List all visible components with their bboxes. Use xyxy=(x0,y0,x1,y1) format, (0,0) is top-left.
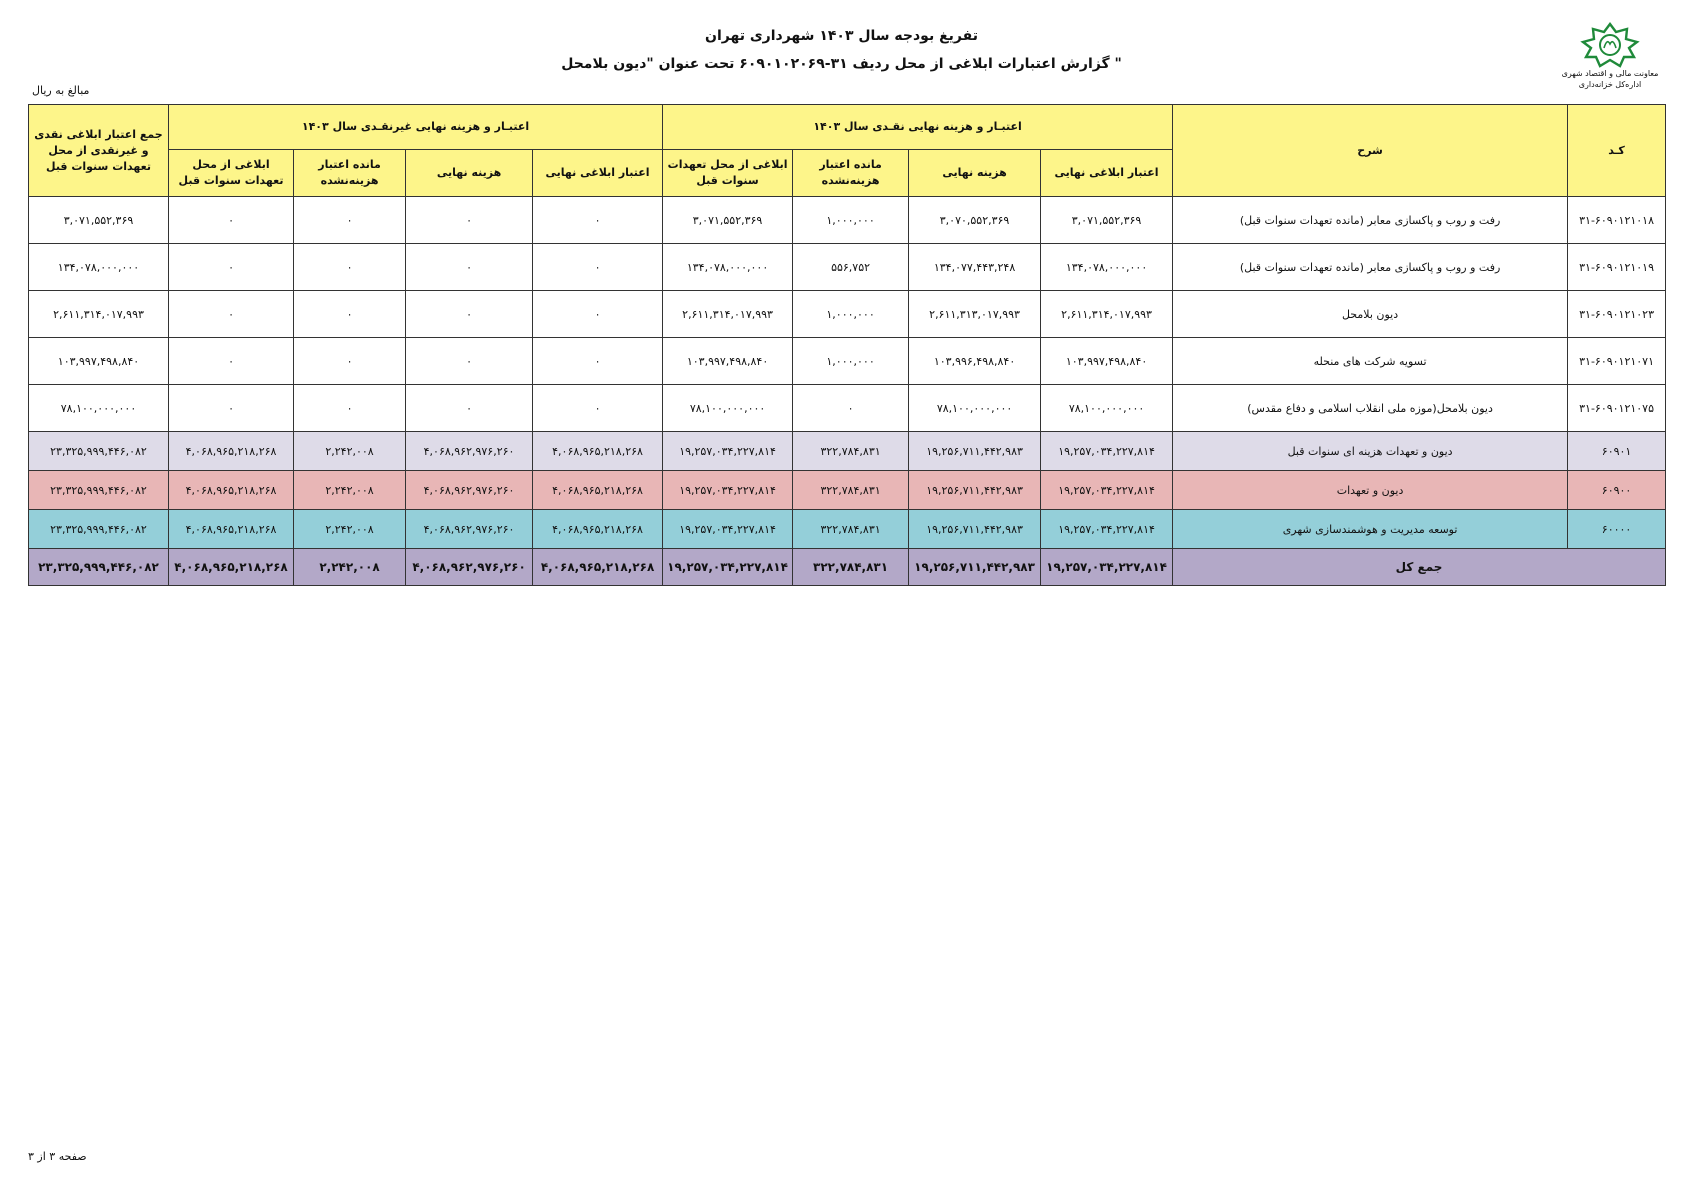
cell-cash-remaining: ۰ xyxy=(793,385,909,432)
cell-cash-prior: ۱۳۴,۰۷۸,۰۰۰,۰۰۰ xyxy=(663,244,793,291)
col-total: جمع اعتبار ابلاغی نقدی و غیرنقدی از محل تعهدات سنوات قبل xyxy=(29,105,169,197)
table-row xyxy=(29,338,1666,385)
cell-cash-final-credit: ۳,۰۷۱,۵۵۲,۳۶۹ xyxy=(1041,197,1173,244)
cell-noncash-remaining: ۰ xyxy=(294,291,406,338)
cell-noncash-final-credit: ۰ xyxy=(533,338,663,385)
cell-cash-final-expense: ۲,۶۱۱,۳۱۳,۰۱۷,۹۹۳ xyxy=(909,291,1041,338)
cell-total: ۲۳,۳۲۵,۹۹۹,۴۴۶,۰۸۲ xyxy=(29,549,169,586)
cell-total: ۱۰۳,۹۹۷,۴۹۸,۸۴۰ xyxy=(29,338,169,385)
cell-cash-remaining: ۳۲۲,۷۸۴,۸۳۱ xyxy=(793,510,909,549)
cell-code: ۶۰۹۰۱ xyxy=(1568,432,1666,471)
cell-noncash-final-credit: ۴,۰۶۸,۹۶۵,۲۱۸,۲۶۸ xyxy=(533,549,663,586)
cell-code: ۳۱-۶۰۹۰۱۲۱۰۱۹ xyxy=(1568,244,1666,291)
cell-noncash-prior: ۴,۰۶۸,۹۶۵,۲۱۸,۲۶۸ xyxy=(169,510,294,549)
cell-noncash-final-expense: ۴,۰۶۸,۹۶۲,۹۷۶,۲۶۰ xyxy=(406,471,533,510)
cell-total: ۲,۶۱۱,۳۱۴,۰۱۷,۹۹۳ xyxy=(29,291,169,338)
cell-total: ۲۳,۳۲۵,۹۹۹,۴۴۶,۰۸۲ xyxy=(29,432,169,471)
col-cash-prior-commitments: ابلاغی از محل تعهدات سنوات قبل xyxy=(663,150,793,197)
cell-cash-prior: ۱۹,۲۵۷,۰۳۴,۲۲۷,۸۱۴ xyxy=(663,549,793,586)
cell-noncash-final-expense: ۴,۰۶۸,۹۶۲,۹۷۶,۲۶۰ xyxy=(406,510,533,549)
col-cash-remaining: مانده اعتبار هزینه‌نشده xyxy=(793,150,909,197)
col-noncash-final-credit: اعتبار ابلاغی نهایی xyxy=(533,150,663,197)
cell-noncash-final-credit: ۰ xyxy=(533,244,663,291)
cell-noncash-prior: ۴,۰۶۸,۹۶۵,۲۱۸,۲۶۸ xyxy=(169,471,294,510)
cell-cash-remaining: ۳۲۲,۷۸۴,۸۳۱ xyxy=(793,432,909,471)
cell-noncash-final-credit: ۴,۰۶۸,۹۶۵,۲۱۸,۲۶۸ xyxy=(533,471,663,510)
cell-noncash-remaining: ۰ xyxy=(294,338,406,385)
cell-noncash-remaining: ۲,۲۴۲,۰۰۸ xyxy=(294,432,406,471)
cell-code: ۶۰۹۰۰ xyxy=(1568,471,1666,510)
cell-desc: توسعه مدیریت و هوشمندسازی شهری xyxy=(1173,510,1568,549)
cell-noncash-remaining: ۰ xyxy=(294,244,406,291)
cell-cash-remaining: ۳۲۲,۷۸۴,۸۳۱ xyxy=(793,549,909,586)
cell-noncash-remaining: ۲,۲۴۲,۰۰۸ xyxy=(294,510,406,549)
cell-noncash-remaining: ۰ xyxy=(294,197,406,244)
cell-noncash-final-expense: ۴,۰۶۸,۹۶۲,۹۷۶,۲۶۰ xyxy=(406,549,533,586)
cell-total: ۷۸,۱۰۰,۰۰۰,۰۰۰ xyxy=(29,385,169,432)
cell-cash-prior: ۳,۰۷۱,۵۵۲,۳۶۹ xyxy=(663,197,793,244)
cell-desc: رفت و روب و پاکسازی معابر (مانده تعهدات سنوات قبل) xyxy=(1173,197,1568,244)
cell-desc: دیون و تعهدات xyxy=(1173,471,1568,510)
cell-cash-final-credit: ۱۹,۲۵۷,۰۳۴,۲۲۷,۸۱۴ xyxy=(1041,471,1173,510)
cell-total: ۱۳۴,۰۷۸,۰۰۰,۰۰۰ xyxy=(29,244,169,291)
tehran-municipality-emblem-icon xyxy=(1571,22,1649,68)
cell-code: ۳۱-۶۰۹۰۱۲۱۰۱۸ xyxy=(1568,197,1666,244)
cell-noncash-final-expense: ۰ xyxy=(406,291,533,338)
cell-code: ۶۰۰۰۰ xyxy=(1568,510,1666,549)
col-noncash-remaining: مانده اعتبار هزینه‌نشده xyxy=(294,150,406,197)
cell-noncash-prior: ۰ xyxy=(169,291,294,338)
cell-cash-final-expense: ۱۹,۲۵۶,۷۱۱,۴۴۲,۹۸۳ xyxy=(909,549,1041,586)
cell-cash-final-expense: ۱۹,۲۵۶,۷۱۱,۴۴۲,۹۸۳ xyxy=(909,510,1041,549)
col-desc: شرح xyxy=(1173,105,1568,197)
cell-noncash-final-credit: ۰ xyxy=(533,197,663,244)
subtotal-row xyxy=(29,510,1666,549)
cell-cash-final-credit: ۱۹,۲۵۷,۰۳۴,۲۲۷,۸۱۴ xyxy=(1041,432,1173,471)
cell-noncash-remaining: ۰ xyxy=(294,385,406,432)
cell-cash-final-expense: ۳,۰۷۰,۵۵۲,۳۶۹ xyxy=(909,197,1041,244)
cell-cash-prior: ۱۹,۲۵۷,۰۳۴,۲۲۷,۸۱۴ xyxy=(663,471,793,510)
group-cash: اعتبـار و هزینه نهایی نقـدی سال ۱۴۰۳ xyxy=(663,105,1173,150)
cell-cash-final-expense: ۱۹,۲۵۶,۷۱۱,۴۴۲,۹۸۳ xyxy=(909,432,1041,471)
col-code: کـد xyxy=(1568,105,1666,197)
cell-noncash-prior: ۴,۰۶۸,۹۶۵,۲۱۸,۲۶۸ xyxy=(169,549,294,586)
cell-noncash-prior: ۴,۰۶۸,۹۶۵,۲۱۸,۲۶۸ xyxy=(169,432,294,471)
cell-cash-prior: ۲,۶۱۱,۳۱۴,۰۱۷,۹۹۳ xyxy=(663,291,793,338)
cell-noncash-final-credit: ۴,۰۶۸,۹۶۵,۲۱۸,۲۶۸ xyxy=(533,510,663,549)
cell-cash-final-credit: ۱۹,۲۵۷,۰۳۴,۲۲۷,۸۱۴ xyxy=(1041,510,1173,549)
cell-noncash-prior: ۰ xyxy=(169,338,294,385)
cell-noncash-prior: ۰ xyxy=(169,197,294,244)
cell-cash-final-credit: ۱۹,۲۵۷,۰۳۴,۲۲۷,۸۱۴ xyxy=(1041,549,1173,586)
cell-code: ۳۱-۶۰۹۰۱۲۱۰۷۱ xyxy=(1568,338,1666,385)
page-number: صفحه ۳ از ۳ xyxy=(28,1150,87,1163)
table-row xyxy=(29,197,1666,244)
cell-cash-prior: ۱۹,۲۵۷,۰۳۴,۲۲۷,۸۱۴ xyxy=(663,510,793,549)
cell-cash-final-credit: ۱۰۳,۹۹۷,۴۹۸,۸۴۰ xyxy=(1041,338,1173,385)
cell-cash-remaining: ۳۲۲,۷۸۴,۸۳۱ xyxy=(793,471,909,510)
cell-cash-final-credit: ۱۳۴,۰۷۸,۰۰۰,۰۰۰ xyxy=(1041,244,1173,291)
cell-total: ۲۳,۳۲۵,۹۹۹,۴۴۶,۰۸۲ xyxy=(29,471,169,510)
report-title: تفریغ بودجه سال ۱۴۰۳ شهرداری تهران xyxy=(705,28,978,44)
cell-noncash-prior: ۰ xyxy=(169,244,294,291)
table-row xyxy=(29,291,1666,338)
cell-noncash-final-credit: ۰ xyxy=(533,291,663,338)
cell-cash-final-expense: ۱۹,۲۵۶,۷۱۱,۴۴۲,۹۸۳ xyxy=(909,471,1041,510)
col-cash-final-expense: هزینه نهایی xyxy=(909,150,1041,197)
cell-noncash-final-expense: ۴,۰۶۸,۹۶۲,۹۷۶,۲۶۰ xyxy=(406,432,533,471)
cell-cash-remaining: ۱,۰۰۰,۰۰۰ xyxy=(793,197,909,244)
logo-caption-2: اداره‌کل خزانه‌داری xyxy=(1578,80,1642,89)
cell-noncash-final-expense: ۰ xyxy=(406,244,533,291)
cell-cash-remaining: ۱,۰۰۰,۰۰۰ xyxy=(793,291,909,338)
cell-cash-final-expense: ۱۳۴,۰۷۷,۴۴۳,۲۴۸ xyxy=(909,244,1041,291)
col-noncash-final-expense: هزینه نهایی xyxy=(406,150,533,197)
cell-code: ۳۱-۶۰۹۰۱۲۱۰۷۵ xyxy=(1568,385,1666,432)
logo-caption-1: معاونت مالی و اقتصاد شهری xyxy=(1561,69,1659,78)
table-row xyxy=(29,385,1666,432)
cell-noncash-remaining: ۲,۲۴۲,۰۰۸ xyxy=(294,471,406,510)
cell-cash-final-expense: ۷۸,۱۰۰,۰۰۰,۰۰۰ xyxy=(909,385,1041,432)
cell-desc: دیون و تعهدات هزینه ای سنوات قبل xyxy=(1173,432,1568,471)
col-cash-final-credit: اعتبار ابلاغی نهایی xyxy=(1041,150,1173,197)
cell-noncash-final-credit: ۴,۰۶۸,۹۶۵,۲۱۸,۲۶۸ xyxy=(533,432,663,471)
cell-noncash-remaining: ۲,۲۴۲,۰۰۸ xyxy=(294,549,406,586)
cell-desc: رفت و روب و پاکسازی معابر (مانده تعهدات سنوات قبل) xyxy=(1173,244,1568,291)
cell-cash-remaining: ۵۵۶,۷۵۲ xyxy=(793,244,909,291)
cell-cash-final-credit: ۲,۶۱۱,۳۱۴,۰۱۷,۹۹۳ xyxy=(1041,291,1173,338)
cell-total: ۳,۰۷۱,۵۵۲,۳۶۹ xyxy=(29,197,169,244)
grand-total-label: جمع کل xyxy=(1173,549,1666,586)
grand-total-row xyxy=(29,549,1666,586)
col-noncash-prior-commitments: ابلاغی از محل تعهدات سنوات قبل xyxy=(169,150,294,197)
cell-cash-final-credit: ۷۸,۱۰۰,۰۰۰,۰۰۰ xyxy=(1041,385,1173,432)
cell-noncash-final-credit: ۰ xyxy=(533,385,663,432)
cell-desc: دیون بلامحل xyxy=(1173,291,1568,338)
cell-cash-prior: ۱۹,۲۵۷,۰۳۴,۲۲۷,۸۱۴ xyxy=(663,432,793,471)
cell-code: ۳۱-۶۰۹۰۱۲۱۰۲۳ xyxy=(1568,291,1666,338)
cell-noncash-final-expense: ۰ xyxy=(406,385,533,432)
cell-cash-final-expense: ۱۰۳,۹۹۶,۴۹۸,۸۴۰ xyxy=(909,338,1041,385)
cell-noncash-final-expense: ۰ xyxy=(406,197,533,244)
report-subtitle: گزارش اعتبارات ابلاغی از محل ردیف ۳۱-۶۰۹۰۱۰۲۰۶۹ تحت عنوان "دیون بلامحل " xyxy=(561,56,1122,72)
group-noncash: اعتبـار و هزینه نهایی غیرنقـدی سال ۱۴۰۳ xyxy=(169,105,663,150)
cell-desc: دیون بلامحل(موزه ملی انقلاب اسلامی و دفاع مقدس) xyxy=(1173,385,1568,432)
cell-cash-remaining: ۱,۰۰۰,۰۰۰ xyxy=(793,338,909,385)
cell-noncash-final-expense: ۰ xyxy=(406,338,533,385)
budget-table xyxy=(28,104,1666,586)
subtotal-row xyxy=(29,432,1666,471)
cell-total: ۲۳,۳۲۵,۹۹۹,۴۴۶,۰۸۲ xyxy=(29,510,169,549)
table-row xyxy=(29,244,1666,291)
cell-desc: تسویه شرکت های منحله xyxy=(1173,338,1568,385)
cell-cash-prior: ۱۰۳,۹۹۷,۴۹۸,۸۴۰ xyxy=(663,338,793,385)
cell-noncash-prior: ۰ xyxy=(169,385,294,432)
subtotal-row xyxy=(29,471,1666,510)
unit-note: مبالغ به ریال xyxy=(32,84,90,97)
cell-cash-prior: ۷۸,۱۰۰,۰۰۰,۰۰۰ xyxy=(663,385,793,432)
municipality-logo xyxy=(1560,22,1660,90)
